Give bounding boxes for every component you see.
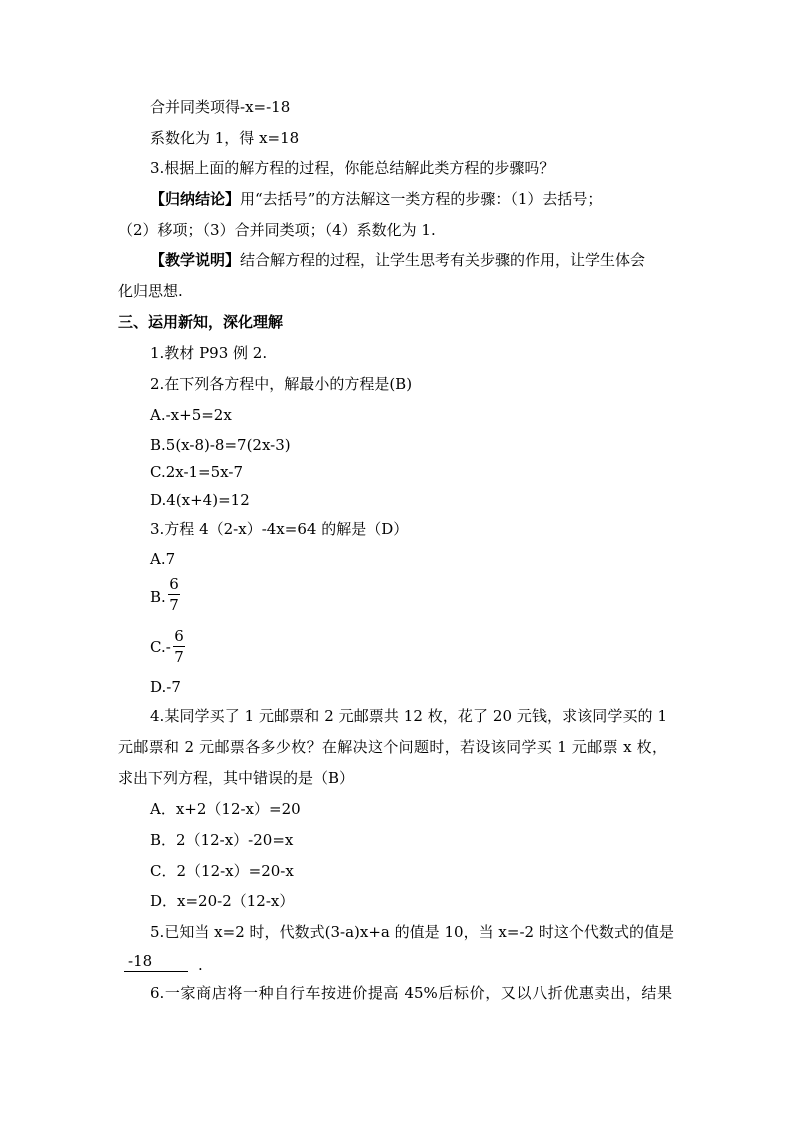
option-d: D.4(x+4)=12 bbox=[150, 491, 250, 509]
answer-blank bbox=[124, 952, 188, 972]
option-b: B．2（12-x）-20=x bbox=[150, 831, 294, 849]
option-c: C．2（12-x）=20-x bbox=[150, 862, 294, 880]
text-line: 合并同类项得-x=-18 bbox=[150, 98, 291, 116]
option-a: A.7 bbox=[150, 550, 176, 568]
text-line: 系数化为 1，得 x=18 bbox=[150, 129, 300, 147]
fraction-numerator: 6 bbox=[174, 627, 184, 645]
text-line: 3.根据上面的解方程的过程，你能总结解此类方程的步骤吗？ bbox=[150, 159, 555, 177]
text-line: 化归思想. bbox=[118, 282, 183, 300]
fraction-denominator: 7 bbox=[169, 596, 179, 614]
conclusion-tag: 【归纳结论】 bbox=[150, 190, 241, 208]
option-b-prefix: B. bbox=[150, 588, 166, 606]
conclusion-text: 用“去括号”的方法解这一类方程的步骤：（1）去括号； bbox=[240, 190, 603, 208]
question-2: 2.在下列各方程中，解最小的方程是(B) bbox=[150, 375, 413, 393]
option-c: C.2x-1=5x-7 bbox=[150, 463, 243, 481]
teaching-note-paragraph bbox=[150, 250, 645, 270]
option-c-prefix: C.- bbox=[150, 638, 171, 656]
conclusion-paragraph bbox=[150, 189, 602, 209]
answer-text: -18 bbox=[128, 952, 153, 970]
question-4-line: 求出下列方程，其中错误的是（B） bbox=[118, 769, 355, 787]
teaching-note-tag: 【教学说明】 bbox=[150, 251, 241, 269]
question-3: 3.方程 4（2-x）-4x=64 的解是（D） bbox=[150, 520, 409, 538]
fraction-denominator: 7 bbox=[174, 648, 184, 666]
fraction-numerator: 6 bbox=[169, 575, 179, 593]
option-d: D．x=20-2（12-x） bbox=[150, 892, 295, 910]
fraction bbox=[167, 575, 181, 614]
fraction bbox=[172, 627, 186, 666]
section-heading: 三、运用新知，深化理解 bbox=[118, 313, 284, 331]
option-b: B.5(x-8)-8=7(2x-3) bbox=[150, 436, 291, 454]
question-4-line: 4.某同学买了 1 元邮票和 2 元邮票共 12 枚，花了 20 元钱，求该同学买的 1 bbox=[150, 707, 667, 725]
question-4-line: 元邮票和 2 元邮票各多少枚？在解决这个问题时，若设该同学买 1 元邮票 x 枚， bbox=[118, 738, 667, 756]
option-d: D.-7 bbox=[150, 678, 181, 696]
text-line: （2）移项；（3）合并同类项；（4）系数化为 1. bbox=[118, 221, 436, 239]
question-5-line: 5.已知当 x=2 时，代数式(3-a)x+a 的值是 10，当 x=-2 时这个代数式的值是 bbox=[150, 923, 674, 941]
text-line: . bbox=[198, 956, 203, 974]
question-1: 1.教材 P93 例 2. bbox=[150, 344, 268, 362]
option-a: A.-x+5=2x bbox=[150, 406, 232, 424]
option-a: A．x+2（12-x）=20 bbox=[150, 800, 301, 818]
question-6-line: 6.一家商店将一种自行车按进价提高 45%后标价，又以八折优惠卖出，结果 bbox=[150, 984, 672, 1002]
teaching-note-text: 结合解方程的过程，让学生思考有关步骤的作用，让学生体会 bbox=[240, 251, 646, 269]
